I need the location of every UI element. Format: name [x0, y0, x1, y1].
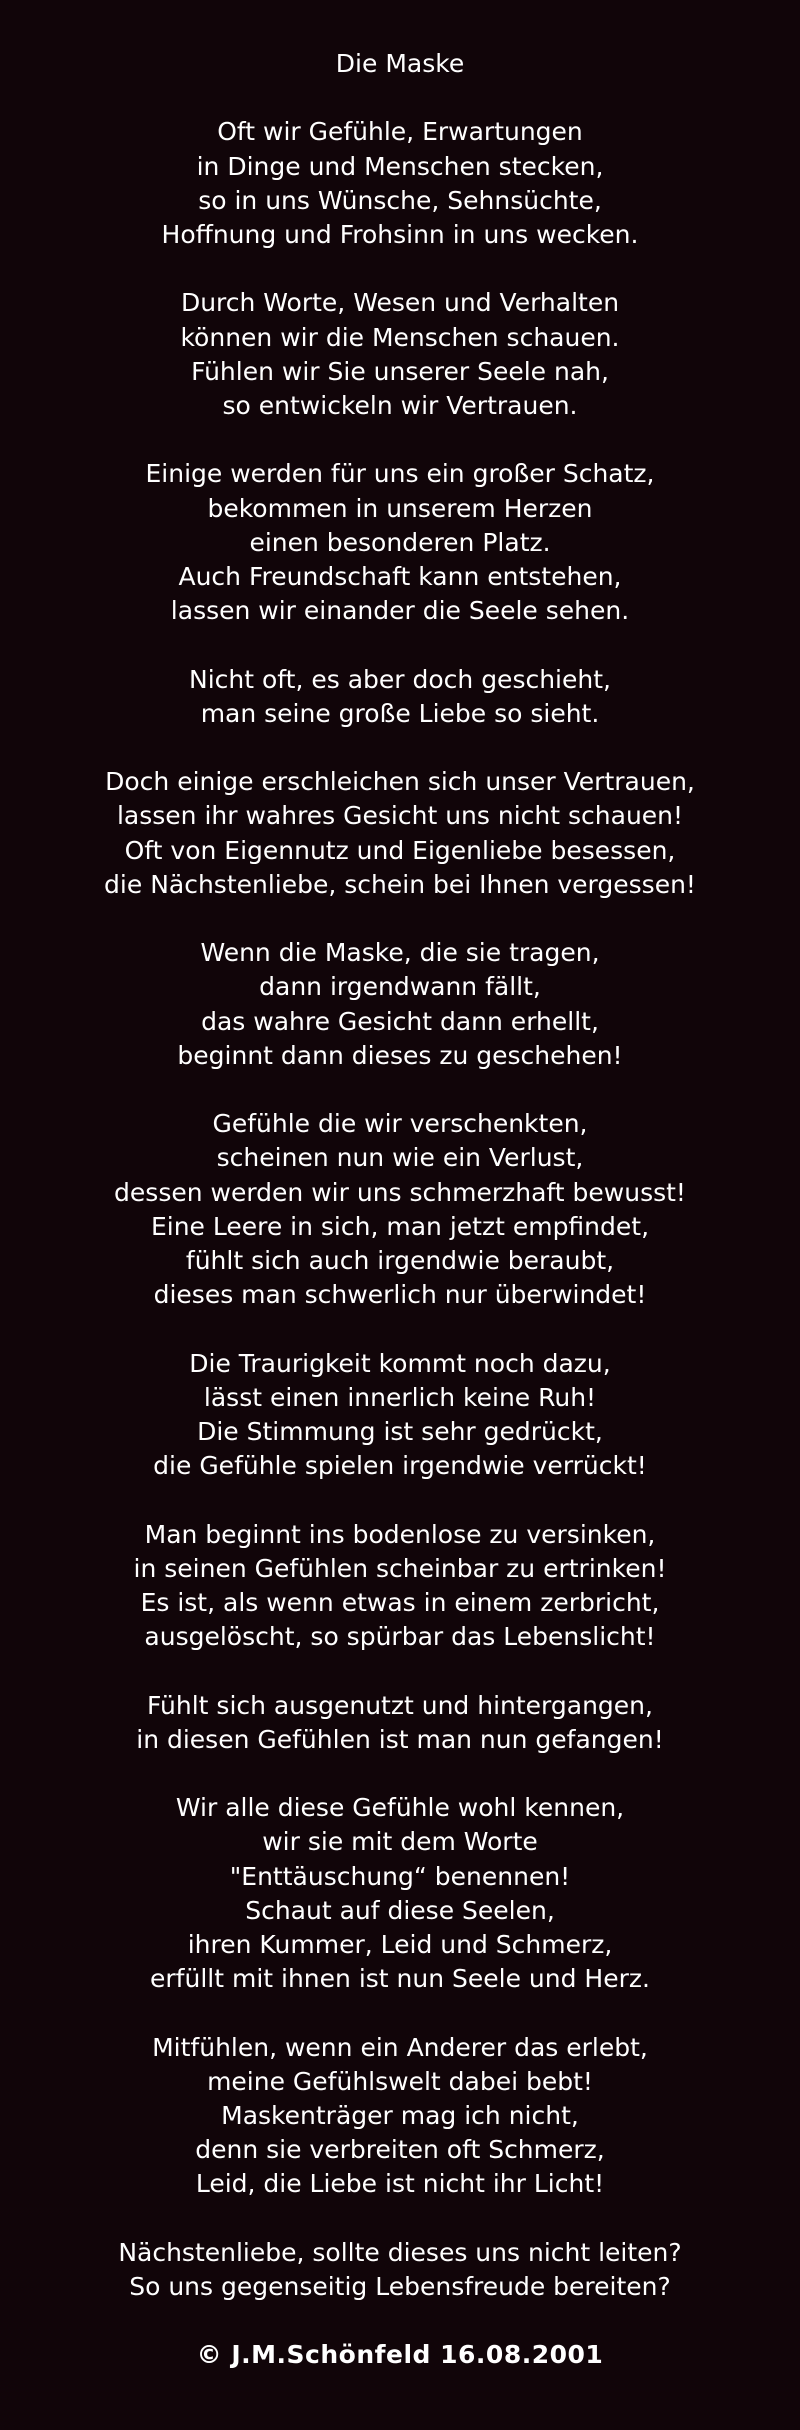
poem-stanza [0, 1107, 800, 1312]
poem-line: dieses man schwerlich nur überwindet! [153, 1280, 647, 1310]
poem-line: in seinen Gefühlen scheinbar zu ertrinken! [133, 1553, 667, 1583]
poem-stanza [0, 765, 800, 902]
poem-line: Auch Freundschaft kann entstehen, [178, 562, 622, 591]
poem-line: können wir die Menschen schauen. [180, 322, 620, 352]
poem-line: Einige werden für uns ein großer Schatz, [145, 459, 655, 489]
poem-line: Maskenträger mag ich nicht, [221, 2101, 579, 2130]
poem-stanza [0, 457, 800, 628]
poem-line: Wir alle diese Gefühle wohl kennen, [175, 1793, 625, 1823]
poem-line: ihren Kummer, Leid und Schmerz, [187, 1930, 613, 1959]
poem-line: in Dinge und Menschen stecken, [196, 151, 604, 181]
poem-line: Nächstenliebe, sollte dieses uns nicht leiten? [118, 2237, 682, 2267]
poem-line: Durch Worte, Wesen und Verhalten [180, 288, 620, 318]
poem-stanza [0, 1689, 800, 1757]
poem-line: fühlt sich auch irgendwie beraubt, [185, 1246, 615, 1275]
poem-stanza [0, 286, 800, 423]
poem-line: Oft wir Gefühle, Erwartungen [217, 117, 583, 147]
poem-line: die Gefühle spielen irgendwie verrückt! [153, 1451, 647, 1481]
copyright-signature: © J.M.Schönfeld 16.08.2001 [196, 2340, 604, 2370]
poem-title: Die Maske [335, 49, 465, 78]
poem-line: ausgelöscht, so spürbar das Lebenslicht! [144, 1622, 656, 1652]
poem-line: bekommen in unserem Herzen [207, 493, 593, 523]
poem-line: Es ist, als wenn etwas in einem zerbricht, [140, 1588, 660, 1617]
poem-line: Eine Leere in sich, man jetzt empfindet, [150, 1211, 650, 1241]
poem-line: einen besonderen Platz. [249, 527, 551, 557]
poem-line: so in uns Wünsche, Sehnsüchte, [198, 185, 602, 215]
poem-line: lassen ihr wahres Gesicht uns nicht schauen! [116, 801, 684, 831]
poem-stanza [0, 115, 800, 252]
poem-line: Man beginnt ins bodenlose zu versinken, [144, 1519, 656, 1549]
poem-line: man seine große Liebe so sieht. [200, 698, 600, 728]
poem-line: beginnt dann dieses zu geschehen! [177, 1040, 623, 1070]
poem-line: erfüllt mit ihnen ist nun Seele und Herz. [150, 1964, 650, 1994]
poem-line: wir sie mit dem Worte [262, 1827, 538, 1857]
poem-line: lässt einen innerlich keine Ruh! [203, 1382, 597, 1412]
poem-line: Mitfühlen, wenn ein Anderer das erlebt, [152, 2032, 648, 2062]
poem-line: Hoffnung und Frohsinn in uns wecken. [161, 220, 639, 249]
poem-line: So uns gegenseitig Lebensfreude bereiten? [129, 2272, 671, 2301]
poem-line: Fühlt sich ausgenutzt und hintergangen, [147, 1690, 653, 1720]
poem-line: Schaut auf diese Seelen, [245, 1895, 555, 1925]
poem-line: scheinen nun wie ein Verlust, [216, 1143, 584, 1173]
poem-line: dessen werden wir uns schmerzhaft bewusst! [114, 1177, 686, 1207]
poem-stanza [0, 1791, 800, 1996]
poem-line: Nicht oft, es aber doch geschieht, [189, 664, 611, 694]
poem-line: in diesen Gefühlen ist man nun gefangen! [136, 1724, 664, 1754]
poem-body [0, 115, 800, 2304]
poem-stanza [0, 1518, 800, 1655]
poem-stanza [0, 663, 800, 731]
poem-line: Wenn die Maske, die sie tragen, [200, 938, 600, 968]
poem-line: Fühlen wir Sie unserer Seele nah, [191, 356, 609, 386]
poem-line: Oft von Eigennutz und Eigenliebe besessen, [124, 835, 676, 865]
poem-line: meine Gefühlswelt dabei bebt! [207, 2066, 593, 2096]
poem-line: das wahre Gesicht dann erhellt, [201, 1006, 599, 1036]
poem-line: Gefühle die wir verschenkten, [212, 1109, 588, 1139]
poem-line: lassen wir einander die Seele sehen. [170, 596, 630, 626]
poem-stanza [0, 2031, 800, 2202]
poem-line: "Enttäuschung“ benennen! [229, 1861, 571, 1891]
poem-line: Die Stimmung ist sehr gedrückt, [197, 1417, 603, 1446]
poem-line: Leid, die Liebe ist nicht ihr Licht! [195, 2169, 605, 2199]
poem-stanza [0, 2236, 800, 2304]
poem-line: so entwickeln wir Vertrauen. [222, 391, 578, 420]
poem-line: dann irgendwann fällt, [259, 972, 541, 1002]
poem-line: Doch einige erschleichen sich unser Vertrauen, [105, 767, 695, 797]
poem-line: Die Traurigkeit kommt noch dazu, [189, 1348, 611, 1378]
poem-stanza [0, 936, 800, 1073]
poem-line: denn sie verbreiten oft Schmerz, [195, 2135, 605, 2165]
poem-stanza [0, 1347, 800, 1484]
poem-line: die Nächstenliebe, schein bei Ihnen vergessen! [104, 869, 696, 899]
